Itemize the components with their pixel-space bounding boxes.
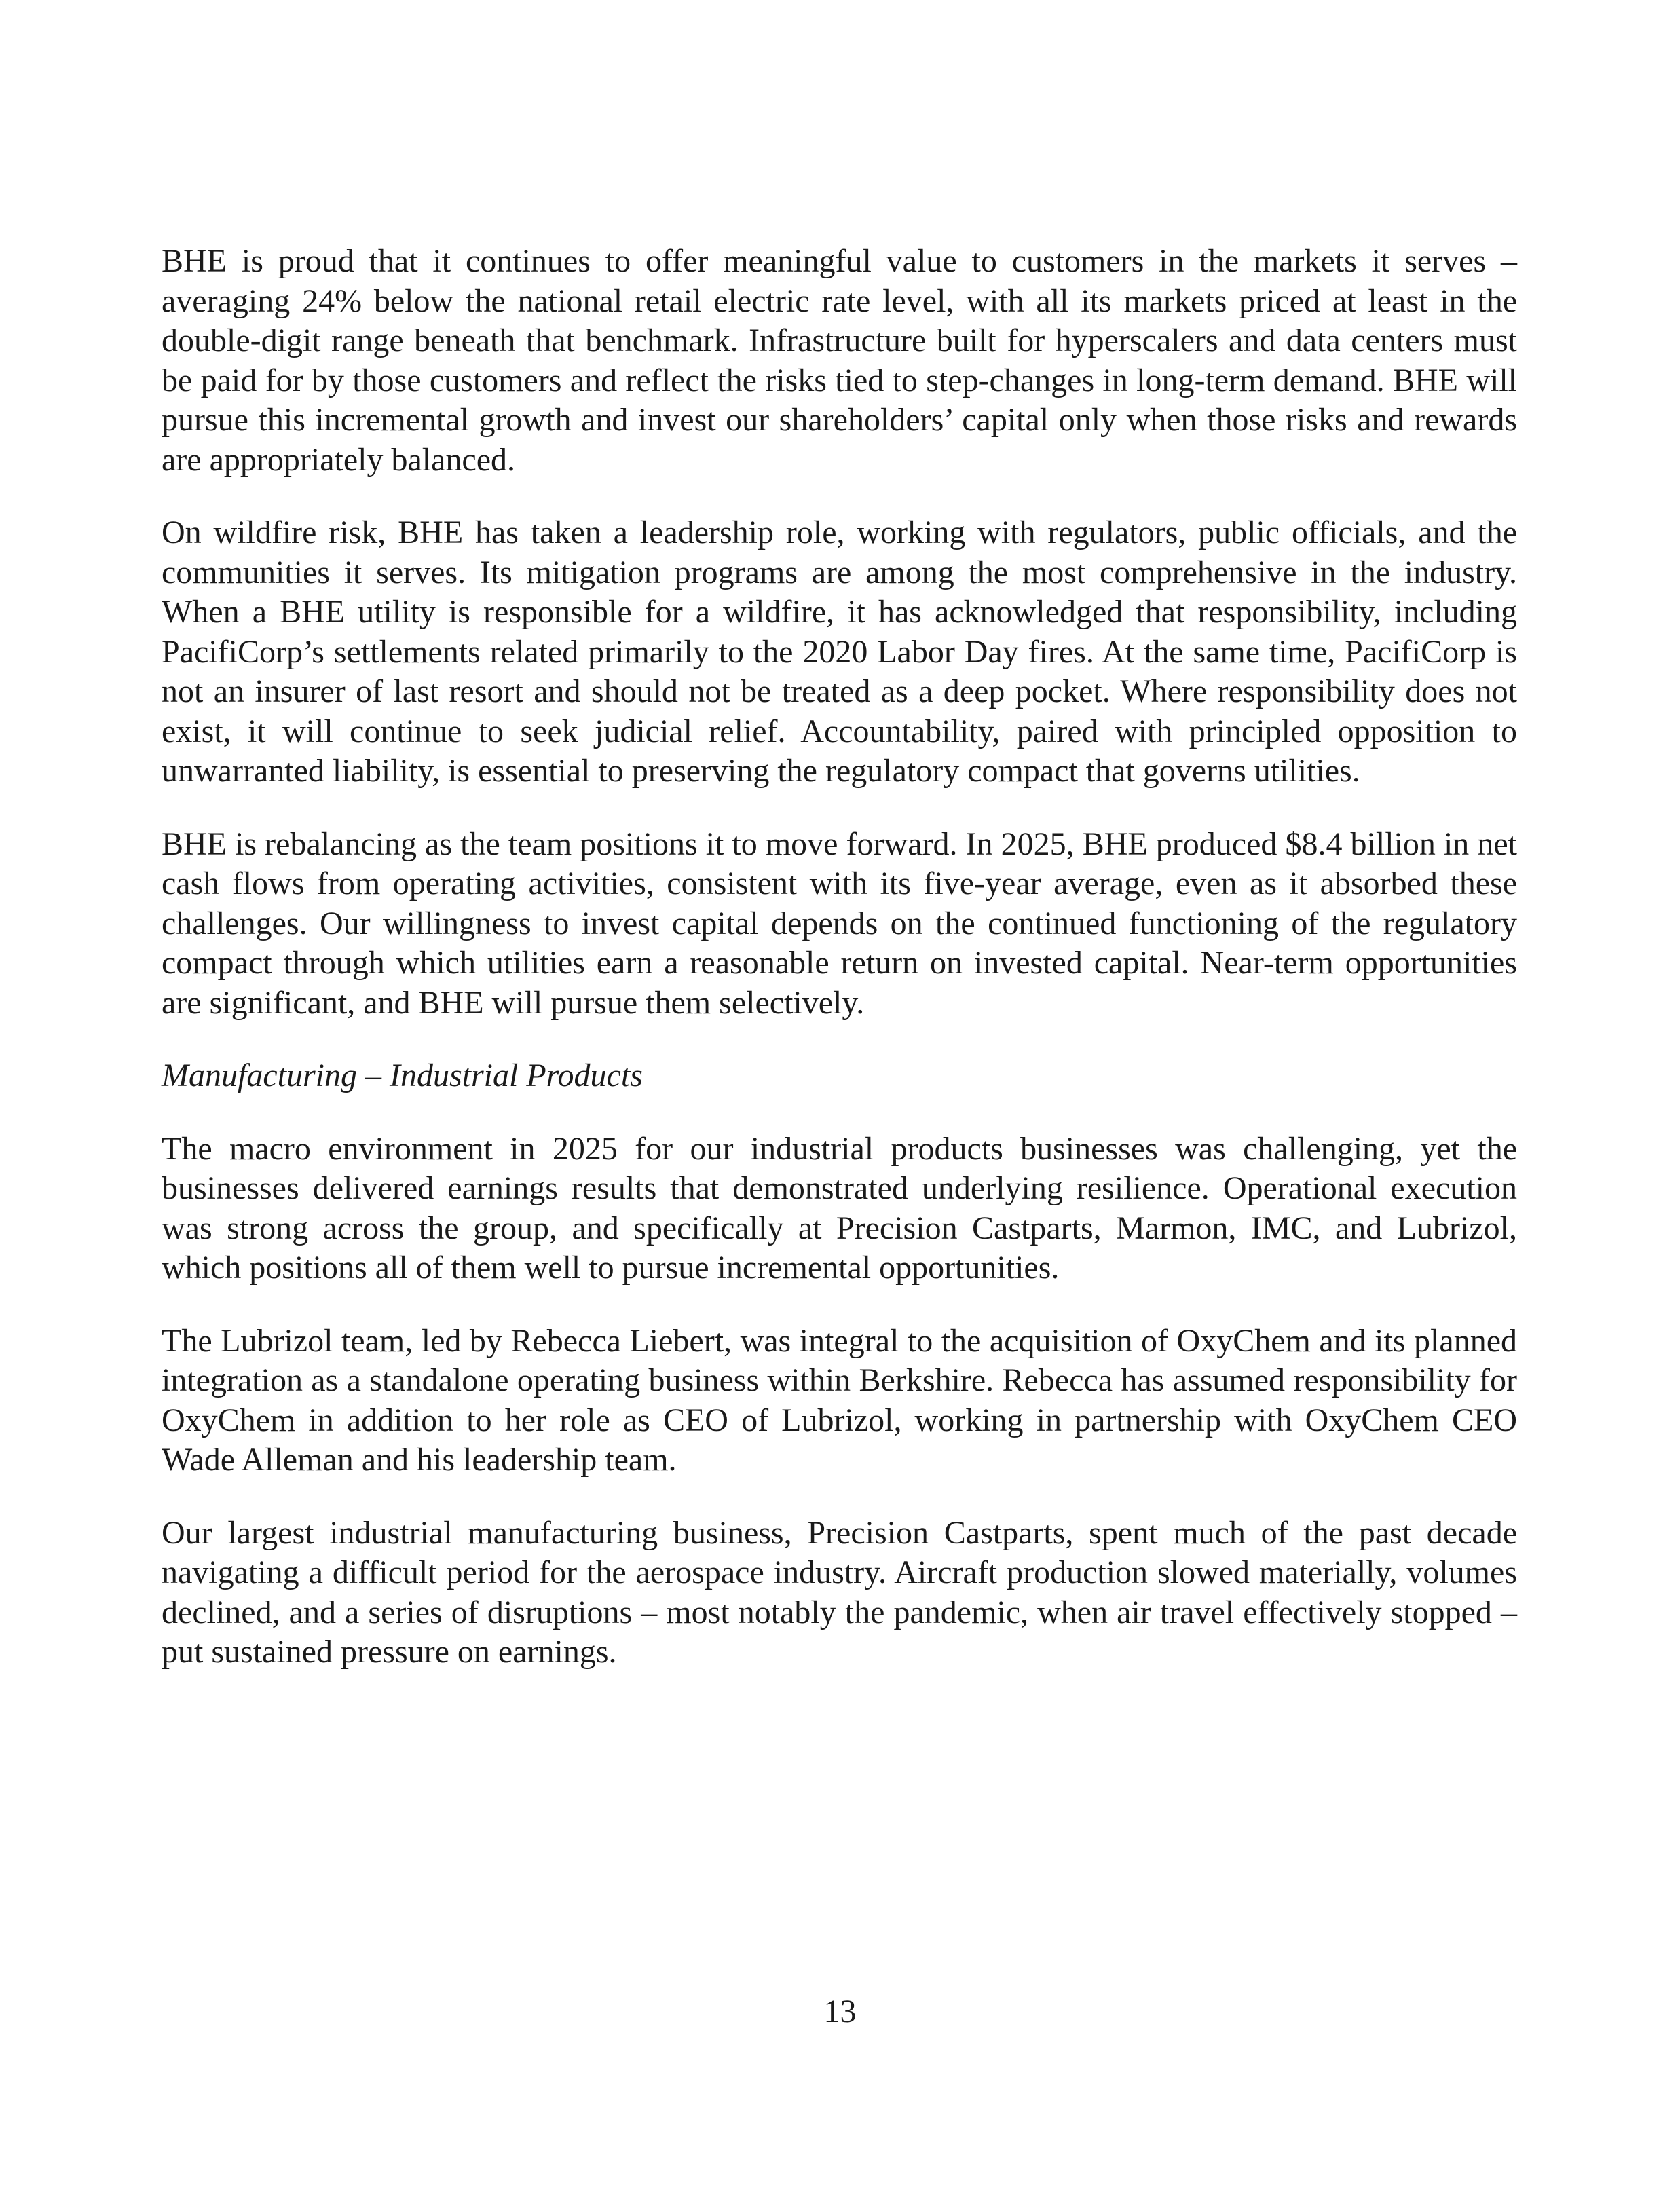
page-body <box>162 242 1517 1706</box>
paragraph-wildfire-risk: On wildfire risk, BHE has taken a leadership role, working with regulators, public officials, and the communities it serves. Its mitigation programs are among the most comprehensive in the industry. When a BHE utility is responsible for a wildfire, it has acknowledged that responsibility, including PacifiCorp’s settlements related primarily to the 2020 Labor Day fires. At the same time, PacifiCorp is not an insurer of last resort and should not be treated as a deep pocket. Where responsibility does not exist, it will continue to seek judicial relief. Accountability, paired with principled opposition to unwarranted liability, is essential to preserving the regulatory compact that governs utilities. <box>162 514 1517 789</box>
paragraph-bhe-rebalancing: BHE is rebalancing as the team positions it to move forward. In 2025, BHE produced $8.4 billion in net cash flows from operating activities, consistent with its five-year average, even as it absorbed these challenges. Our willingness to invest capital depends on the continued functioning of the regulatory compact through which utilities earn a reasonable return on invested capital. Near-term opportunities are significant, and BHE will pursue them selectively. <box>162 825 1517 1021</box>
paragraph-lubrizol-oxychem: The Lubrizol team, led by Rebecca Liebert, was integral to the acquisition of OxyChem and its planned integration as a standalone operating business within Berkshire. Rebecca has assumed responsibility for OxyChem in addition to her role as CEO of Lubrizol, working in partnership with OxyChem CEO Wade Alleman and his leadership team. <box>162 1322 1517 1478</box>
section-heading-industrial-products: Manufacturing – Industrial Products <box>162 1058 643 1093</box>
page-number: 13 <box>823 1994 857 2029</box>
paragraph-bhe-customer-value: BHE is proud that it continues to offer meaningful value to customers in the markets it serves – averaging 24% below the national retail electric rate level, with all its markets priced at least in the double-digit range beneath that benchmark. Infrastructure built for hyperscalers and data centers must be paid for by those customers and reflect the risks tied to step-changes in long-term demand. BHE will pursue this incremental growth and invest our shareholders’ capital only when those risks and rewards are appropriately balanced. <box>162 243 1517 478</box>
paragraph-precision-castparts: Our largest industrial manufacturing business, Precision Castparts, spent much of the past decade navigating a difficult period for the aerospace industry. Aircraft production slowed materially, volumes declined, and a series of disruptions – most notably the pandemic, when air travel effectively stopped – put sustained pressure on earnings. <box>162 1514 1517 1670</box>
paragraph-macro-environment: The macro environment in 2025 for our industrial products businesses was challenging, yet the businesses delivered earnings results that demonstrated underlying resilience. Operational execution was strong across the group, and specifically at Precision Castparts, Marmon, IMC, and Lubrizol, which positions all of them well to pursue incremental opportunities. <box>162 1130 1517 1286</box>
